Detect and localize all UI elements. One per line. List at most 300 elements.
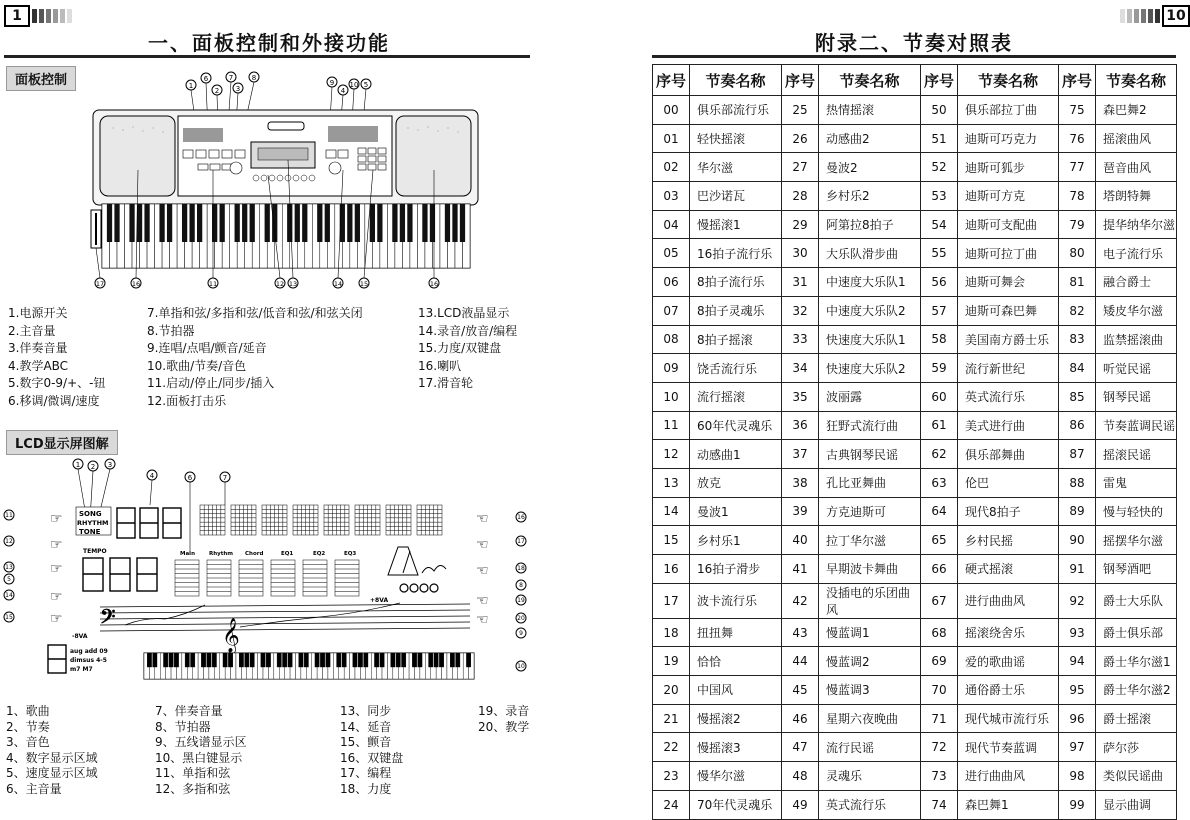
black-key xyxy=(317,204,322,242)
table-row xyxy=(653,790,1177,819)
rhythm-number: 69 xyxy=(921,647,958,676)
rhythm-number: 92 xyxy=(1059,583,1096,618)
rhythm-name: 8拍子摇滚 xyxy=(690,325,782,354)
hand-pointer-icon: ☞ xyxy=(50,611,63,627)
rhythm-number: 71 xyxy=(921,704,958,733)
col-header: 节奏名称 xyxy=(1096,65,1177,96)
rhythm-name: 迪斯可巧克力 xyxy=(958,124,1059,153)
rhythm-name: 波卡流行乐 xyxy=(690,583,782,618)
panel-legend-col3 xyxy=(418,305,517,393)
rhythm-number: 43 xyxy=(782,618,819,647)
rhythm-name: 狂野式流行曲 xyxy=(819,411,921,440)
rhythm-name: 爵士摇滚 xyxy=(1096,704,1177,733)
rhythm-name: 慢摇滚1 xyxy=(690,210,782,239)
rhythm-name: 听觉民谣 xyxy=(1096,354,1177,383)
rhythm-number: 30 xyxy=(782,239,819,268)
rhythm-name: 早期波卡舞曲 xyxy=(819,555,921,584)
panel-legend-col2 xyxy=(147,305,363,411)
rhythm-number: 70 xyxy=(921,676,958,705)
lcd-octave-low: -8VA xyxy=(72,633,88,640)
rhythm-name: 中速度大乐队1 xyxy=(819,268,921,297)
svg-text:14: 14 xyxy=(333,280,343,288)
svg-text:15: 15 xyxy=(5,614,13,621)
svg-text:10: 10 xyxy=(517,663,525,670)
legend-item: 16、双键盘 xyxy=(340,750,404,765)
rhythm-number: 21 xyxy=(653,704,690,733)
rhythm-name: 流行民谣 xyxy=(819,733,921,762)
lcd-black-key xyxy=(288,653,292,667)
black-key xyxy=(250,204,255,242)
black-key xyxy=(167,204,172,242)
svg-text:1: 1 xyxy=(75,461,81,469)
lcd-rhythm-label: RHYTHM xyxy=(77,519,109,527)
legend-item: 5.数字0-9/+、-钮 xyxy=(8,376,106,391)
rhythm-number: 02 xyxy=(653,153,690,182)
legend-item: 14.录音/放音/编程 xyxy=(418,323,518,338)
black-key xyxy=(422,204,427,242)
svg-text:19: 19 xyxy=(517,597,525,604)
rhythm-name: 8拍子灵魂乐 xyxy=(690,296,782,325)
legend-item: 6.移调/微调/速度 xyxy=(8,393,100,408)
page-number: 1 xyxy=(4,5,30,27)
table-row xyxy=(653,555,1177,584)
rhythm-name: 快速度大乐队2 xyxy=(819,354,921,383)
rhythm-name: 爵士大乐队 xyxy=(1096,583,1177,618)
lcd-black-key xyxy=(391,653,395,667)
rhythm-name: 60年代灵魂乐 xyxy=(690,411,782,440)
rhythm-name: 慢与轻快的 xyxy=(1096,497,1177,526)
table-row xyxy=(653,382,1177,411)
legend-item: 17.滑音轮 xyxy=(418,376,474,391)
lcd-black-key xyxy=(396,653,400,667)
table-row xyxy=(653,526,1177,555)
lcd-legend-col4 xyxy=(478,704,529,735)
rhythm-number: 74 xyxy=(921,790,958,819)
lcd-black-key xyxy=(434,653,438,667)
rhythm-name: 森巴舞2 xyxy=(1096,96,1177,125)
black-key xyxy=(377,204,382,242)
rhythm-name: 16拍子滑步 xyxy=(690,555,782,584)
rhythm-name: 快速度大乐队1 xyxy=(819,325,921,354)
legend-item: 13.LCD液晶显示 xyxy=(418,306,510,320)
lcd-legend-col3 xyxy=(340,704,403,798)
lcd-legend-col1 xyxy=(6,704,98,798)
rhythm-number: 03 xyxy=(653,182,690,211)
rhythm-name: 中速度大乐队2 xyxy=(819,296,921,325)
rhythm-number: 55 xyxy=(921,239,958,268)
black-key xyxy=(189,204,194,242)
rhythm-number: 01 xyxy=(653,124,690,153)
rhythm-name: 古典钢琴民谣 xyxy=(819,440,921,469)
table-row xyxy=(653,96,1177,125)
svg-text:5: 5 xyxy=(363,81,369,89)
svg-text:5: 5 xyxy=(7,576,11,583)
legend-item: 2.主音量 xyxy=(8,323,56,338)
rhythm-number: 90 xyxy=(1059,526,1096,555)
rhythm-name: 迪斯可狐步 xyxy=(958,153,1059,182)
rhythm-number: 17 xyxy=(653,583,690,618)
legend-item: 12、多指和弦 xyxy=(155,781,231,796)
rhythm-name: 爵士华尔滋1 xyxy=(1096,647,1177,676)
lcd-black-key xyxy=(185,653,189,667)
treble-clef-icon: 𝄞 xyxy=(222,618,240,653)
svg-text:12: 12 xyxy=(275,280,285,288)
legend-item: 2、节奏 xyxy=(6,719,50,734)
rhythm-number: 89 xyxy=(1059,497,1096,526)
lcd-black-key xyxy=(228,653,232,667)
rhythm-name: 进行曲曲风 xyxy=(958,762,1059,791)
svg-text:6: 6 xyxy=(203,75,209,83)
table-row xyxy=(653,497,1177,526)
svg-text:15: 15 xyxy=(359,280,369,288)
rhythm-name: 8拍子流行乐 xyxy=(690,268,782,297)
legend-item: 15.力度/双键盘 xyxy=(418,341,502,356)
rhythm-number: 40 xyxy=(782,526,819,555)
col-header: 序号 xyxy=(1059,65,1096,96)
hand-pointer-icon: ☞ xyxy=(50,561,63,577)
rhythm-number: 29 xyxy=(782,210,819,239)
svg-text:13: 13 xyxy=(5,564,13,571)
rhythm-number: 04 xyxy=(653,210,690,239)
table-row xyxy=(653,239,1177,268)
legend-item: 4、数字显示区域 xyxy=(6,750,98,765)
rhythm-name: 琶音曲风 xyxy=(1096,153,1177,182)
black-key xyxy=(460,204,465,242)
rhythm-name: 森巴舞1 xyxy=(958,790,1059,819)
black-key xyxy=(272,204,277,242)
black-key xyxy=(295,204,300,242)
table-row xyxy=(653,583,1177,618)
rhythm-name: 俱乐部舞曲 xyxy=(958,440,1059,469)
lcd-bar-label: Chord xyxy=(245,551,264,557)
lcd-song-label: SONG xyxy=(79,510,102,518)
rhythm-name: 热情摇滚 xyxy=(819,96,921,125)
table-row xyxy=(653,733,1177,762)
table-row xyxy=(653,676,1177,705)
rhythm-name: 动感曲2 xyxy=(819,124,921,153)
svg-text:18: 18 xyxy=(517,565,525,572)
rhythm-name: 乡村乐1 xyxy=(690,526,782,555)
rhythm-number: 32 xyxy=(782,296,819,325)
rhythm-name: 慢蓝调3 xyxy=(819,676,921,705)
rhythm-number: 22 xyxy=(653,733,690,762)
hand-pointer-icon: ☞ xyxy=(50,537,63,553)
rhythm-number: 87 xyxy=(1059,440,1096,469)
svg-text:12: 12 xyxy=(5,538,13,545)
lcd-black-key xyxy=(169,653,173,667)
lcd-black-key xyxy=(245,653,249,667)
black-key xyxy=(220,204,225,242)
lcd-black-key xyxy=(326,653,330,667)
legend-item: 1.电源开关 xyxy=(8,306,68,320)
lcd-black-key xyxy=(337,653,341,667)
legend-item: 8.节拍器 xyxy=(147,323,195,338)
legend-item: 11.启动/停止/同步/插入 xyxy=(147,376,275,391)
rhythm-name: 类似民谣曲 xyxy=(1096,762,1177,791)
lcd-black-key xyxy=(261,653,265,667)
rhythm-number: 81 xyxy=(1059,268,1096,297)
black-key xyxy=(129,204,134,242)
rhythm-number: 12 xyxy=(653,440,690,469)
svg-text:9: 9 xyxy=(329,79,335,87)
table-row xyxy=(653,182,1177,211)
rhythm-number: 25 xyxy=(782,96,819,125)
rhythm-name: 曼波2 xyxy=(819,153,921,182)
table-row xyxy=(653,704,1177,733)
lcd-black-key xyxy=(456,653,460,667)
rhythm-number: 14 xyxy=(653,497,690,526)
rhythm-name: 提华纳华尔滋 xyxy=(1096,210,1177,239)
svg-text:7: 7 xyxy=(222,474,228,482)
svg-text:3: 3 xyxy=(107,461,113,469)
lcd-octave-high: +8VA xyxy=(370,597,389,604)
lcd-black-key xyxy=(201,653,205,667)
svg-text:10: 10 xyxy=(349,81,359,89)
rhythm-number: 54 xyxy=(921,210,958,239)
legend-item: 19、录音 xyxy=(478,704,530,718)
rhythm-name: 方克迪斯可 xyxy=(819,497,921,526)
rhythm-number: 82 xyxy=(1059,296,1096,325)
table-row xyxy=(653,124,1177,153)
lcd-black-key xyxy=(304,653,308,667)
rhythm-name: 电子流行乐 xyxy=(1096,239,1177,268)
lcd-black-key xyxy=(223,653,227,667)
rhythm-name: 钢琴酒吧 xyxy=(1096,555,1177,584)
table-header-row xyxy=(653,65,1177,96)
rhythm-number: 84 xyxy=(1059,354,1096,383)
legend-item: 3、音色 xyxy=(6,735,50,750)
rhythm-number: 38 xyxy=(782,468,819,497)
lcd-black-key xyxy=(315,653,319,667)
rhythm-name: 英式流行乐 xyxy=(958,382,1059,411)
rhythm-name: 饶舌流行乐 xyxy=(690,354,782,383)
rhythm-name: 孔比亚舞曲 xyxy=(819,468,921,497)
lcd-black-key xyxy=(320,653,324,667)
hand-pointer-icon: ☜ xyxy=(476,511,489,527)
lcd-bar-label: Main xyxy=(180,551,195,557)
legend-item: 13、同步 xyxy=(340,704,392,718)
lcd-black-key xyxy=(163,653,167,667)
rhythm-name: 摇滚绕舍乐 xyxy=(958,618,1059,647)
page-title: 一、面板控制和外接功能 xyxy=(148,31,390,55)
black-key xyxy=(287,204,292,242)
table-row xyxy=(653,468,1177,497)
legend-item: 10、黑白键显示 xyxy=(155,750,243,765)
rhythm-table xyxy=(652,64,1177,820)
svg-text:16: 16 xyxy=(429,280,439,288)
legend-item: 20、教学 xyxy=(478,719,530,734)
legend-item: 17、编程 xyxy=(340,766,392,781)
lcd-tone-label: TONE xyxy=(79,528,101,536)
rhythm-number: 72 xyxy=(921,733,958,762)
rhythm-name: 16拍子流行乐 xyxy=(690,239,782,268)
page-number-badge-left xyxy=(4,6,72,26)
rhythm-number: 20 xyxy=(653,676,690,705)
svg-text:1: 1 xyxy=(188,82,194,90)
rhythm-name: 塔朗特舞 xyxy=(1096,182,1177,211)
lcd-black-key xyxy=(342,653,346,667)
table-row xyxy=(653,153,1177,182)
black-key xyxy=(107,204,112,242)
black-key xyxy=(197,204,202,242)
black-key xyxy=(445,204,450,242)
rhythm-number: 42 xyxy=(782,583,819,618)
black-key xyxy=(242,204,247,242)
black-key xyxy=(400,204,405,242)
rhythm-number: 19 xyxy=(653,647,690,676)
rhythm-number: 99 xyxy=(1059,790,1096,819)
lcd-black-key xyxy=(412,653,416,667)
rhythm-number: 48 xyxy=(782,762,819,791)
lcd-black-key xyxy=(402,653,406,667)
rhythm-number: 13 xyxy=(653,468,690,497)
rhythm-number: 93 xyxy=(1059,618,1096,647)
keyboard-diagram xyxy=(88,70,488,295)
col-header: 序号 xyxy=(782,65,819,96)
rhythm-number: 18 xyxy=(653,618,690,647)
section-label-lcd: LCD显示屏图解 xyxy=(6,430,118,455)
bass-clef-icon: 𝄢 xyxy=(100,605,116,633)
svg-text:11: 11 xyxy=(5,512,13,519)
table-row xyxy=(653,762,1177,791)
legend-item: 3.伴奏音量 xyxy=(8,341,68,356)
page-number: 10 xyxy=(1162,5,1190,27)
rhythm-number: 59 xyxy=(921,354,958,383)
hand-pointer-icon: ☜ xyxy=(476,537,489,553)
lcd-black-key xyxy=(418,653,422,667)
rhythm-name: 慢摇滚2 xyxy=(690,704,782,733)
rhythm-number: 63 xyxy=(921,468,958,497)
rhythm-name: 进行曲曲风 xyxy=(958,583,1059,618)
rhythm-number: 45 xyxy=(782,676,819,705)
lcd-black-key xyxy=(153,653,157,667)
lcd-black-key xyxy=(277,653,281,667)
rhythm-number: 23 xyxy=(653,762,690,791)
svg-text:17: 17 xyxy=(517,538,525,545)
rhythm-name: 爱的歌曲谣 xyxy=(958,647,1059,676)
black-key xyxy=(137,204,142,242)
lcd-black-key xyxy=(299,653,303,667)
table-row xyxy=(653,325,1177,354)
table-row xyxy=(653,440,1177,469)
svg-text:4: 4 xyxy=(149,472,155,480)
black-key xyxy=(392,204,397,242)
svg-text:4: 4 xyxy=(340,87,346,95)
rhythm-number: 35 xyxy=(782,382,819,411)
rhythm-name: 中国风 xyxy=(690,676,782,705)
rhythm-name: 美国南方爵士乐 xyxy=(958,325,1059,354)
lcd-tempo-label: TEMPO xyxy=(83,548,107,555)
rhythm-name: 慢蓝调1 xyxy=(819,618,921,647)
rhythm-number: 67 xyxy=(921,583,958,618)
black-key xyxy=(182,204,187,242)
rhythm-name: 恰恰 xyxy=(690,647,782,676)
rhythm-number: 64 xyxy=(921,497,958,526)
rhythm-name: 融合爵士 xyxy=(1096,268,1177,297)
rhythm-number: 97 xyxy=(1059,733,1096,762)
svg-text:16: 16 xyxy=(517,514,525,521)
rhythm-number: 60 xyxy=(921,382,958,411)
section-label-panel: 面板控制 xyxy=(6,66,76,91)
lcd-chord-text: aug add 09 xyxy=(70,648,108,655)
svg-text:2: 2 xyxy=(214,87,220,95)
rhythm-number: 85 xyxy=(1059,382,1096,411)
rhythm-name: 摇滚民谣 xyxy=(1096,440,1177,469)
rhythm-number: 83 xyxy=(1059,325,1096,354)
black-key xyxy=(347,204,352,242)
lcd-black-key xyxy=(374,653,378,667)
legend-item: 1、歌曲 xyxy=(6,704,50,718)
hand-pointer-icon: ☜ xyxy=(476,593,489,609)
decorative-bar xyxy=(30,9,72,23)
table-row xyxy=(653,411,1177,440)
rhythm-number: 65 xyxy=(921,526,958,555)
col-header: 节奏名称 xyxy=(690,65,782,96)
rhythm-number: 53 xyxy=(921,182,958,211)
table-row xyxy=(653,618,1177,647)
lcd-black-key xyxy=(239,653,243,667)
lcd-diagram xyxy=(0,455,535,695)
rhythm-number: 15 xyxy=(653,526,690,555)
lcd-black-key xyxy=(429,653,433,667)
legend-item: 7.单指和弦/多指和弦/低音和弦/和弦关闭 xyxy=(147,306,363,320)
rhythm-number: 78 xyxy=(1059,182,1096,211)
rhythm-number: 61 xyxy=(921,411,958,440)
lcd-black-key xyxy=(380,653,384,667)
rhythm-number: 56 xyxy=(921,268,958,297)
rhythm-name: 慢蓝调2 xyxy=(819,647,921,676)
rhythm-name: 矮皮华尔滋 xyxy=(1096,296,1177,325)
rhythm-name: 没插电的乐团曲风 xyxy=(819,583,921,618)
title-rule xyxy=(4,55,530,58)
legend-item: 18、力度 xyxy=(340,781,392,796)
rhythm-number: 75 xyxy=(1059,96,1096,125)
rhythm-name: 显示曲调 xyxy=(1096,790,1177,819)
rhythm-number: 91 xyxy=(1059,555,1096,584)
lcd-bar-label: Rhythm xyxy=(209,551,234,557)
lcd-legend-col2 xyxy=(155,704,247,798)
rhythm-number: 77 xyxy=(1059,153,1096,182)
lcd-black-key xyxy=(353,653,357,667)
rhythm-number: 08 xyxy=(653,325,690,354)
col-header: 节奏名称 xyxy=(958,65,1059,96)
legend-item: 11、单指和弦 xyxy=(155,766,231,781)
col-header: 节奏名称 xyxy=(819,65,921,96)
rhythm-number: 73 xyxy=(921,762,958,791)
rhythm-name: 摇摆华尔滋 xyxy=(1096,526,1177,555)
black-key xyxy=(265,204,270,242)
panel-legend-col1 xyxy=(8,305,105,411)
rhythm-number: 79 xyxy=(1059,210,1096,239)
lcd-black-key xyxy=(207,653,211,667)
black-key xyxy=(355,204,360,242)
rhythm-number: 66 xyxy=(921,555,958,584)
title-rule xyxy=(652,55,1176,58)
rhythm-number: 11 xyxy=(653,411,690,440)
hand-pointer-icon: ☜ xyxy=(476,612,489,628)
rhythm-number: 76 xyxy=(1059,124,1096,153)
col-header: 序号 xyxy=(921,65,958,96)
lcd-bar-label: EQ3 xyxy=(344,551,357,557)
table-row xyxy=(653,296,1177,325)
rhythm-number: 94 xyxy=(1059,647,1096,676)
rhythm-name: 慢华尔滋 xyxy=(690,762,782,791)
legend-item: 7、伴奏音量 xyxy=(155,704,223,718)
rhythm-number: 06 xyxy=(653,268,690,297)
rhythm-name: 巴沙诺瓦 xyxy=(690,182,782,211)
svg-text:8: 8 xyxy=(519,582,523,589)
rhythm-number: 16 xyxy=(653,555,690,584)
